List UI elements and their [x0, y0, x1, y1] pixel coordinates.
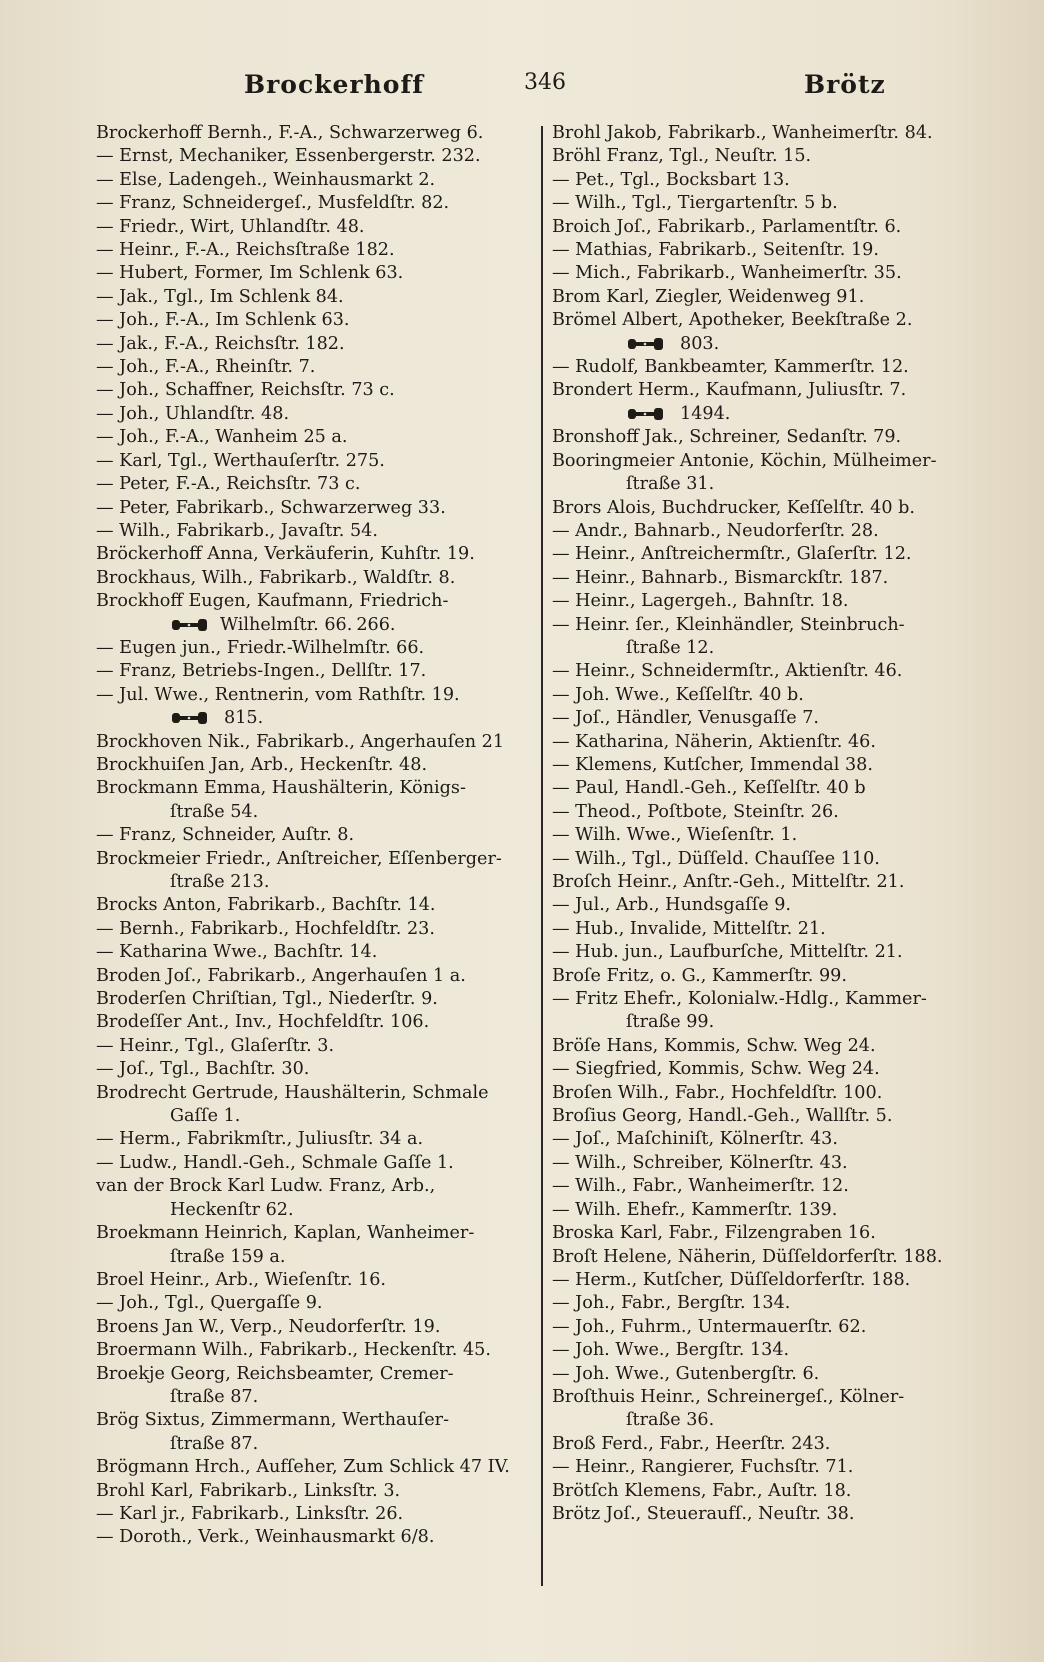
- entry-text: — Joh., F.-A., Im Schlenk 63.: [96, 310, 350, 331]
- entry-text: — Heinr., Schneidermſtr., Aktienſtr. 46.: [552, 661, 903, 682]
- directory-entry: [552, 356, 982, 379]
- directory-entry: [552, 871, 982, 894]
- directory-entry: [552, 731, 982, 754]
- directory-entry: [552, 1363, 982, 1386]
- entry-text: Brömel Albert, Apotheker, Beekſtraße 2.: [552, 310, 913, 331]
- entry-continuation: [96, 1246, 526, 1269]
- directory-entry: [552, 1503, 982, 1526]
- entry-text: — Joh., F.-A., Rheinſtr. 7.: [96, 357, 316, 378]
- directory-entry: [552, 1199, 982, 1222]
- directory-entry: [552, 379, 982, 402]
- entry-text: Broel Heinr., Arb., Wieſenſtr. 16.: [96, 1269, 386, 1290]
- entry-continuation: [96, 1199, 526, 1222]
- entry-text: — Wilh. Ehefr., Kammerſtr. 139.: [552, 1199, 838, 1220]
- entry-text: Brors Alois, Buchdrucker, Keſſelſtr. 40 b.: [552, 497, 915, 518]
- entry-text: Brockmeier Friedr., Anſtreicher, Eſſenberger-: [96, 848, 502, 869]
- telephone-icon: [626, 335, 666, 353]
- directory-entry: [552, 590, 982, 613]
- entry-text: — Joh., F.-A., Wanheim 25 a.: [96, 427, 348, 448]
- phone-number: 266.: [356, 614, 396, 635]
- directory-entry: [96, 1128, 526, 1151]
- directory-entry: [552, 497, 982, 520]
- entry-text: — Jak., F.-A., Reichsſtr. 182.: [96, 333, 345, 354]
- directory-entry: [96, 286, 526, 309]
- directory-entry: [552, 122, 982, 145]
- entry-text: — Doroth., Verk., Weinhausmarkt 6/8.: [96, 1527, 435, 1548]
- entry-text: Bronshoff Jak., Schreiner, Sedanſtr. 79.: [552, 427, 902, 448]
- directory-entry: [96, 309, 526, 332]
- directory-entry: [552, 192, 982, 215]
- directory-entry: [552, 1246, 982, 1269]
- entry-text: Brockerhoff Bernh., F.-A., Schwarzerweg 6.: [96, 123, 484, 143]
- directory-entry: [552, 1480, 982, 1503]
- entry-text: Broden Joſ., Fabrikarb., Angerhauſen 1 a.: [96, 965, 466, 986]
- directory-entry: [96, 1222, 526, 1245]
- entry-text: van der Brock Karl Ludw. Franz, Arb.,: [96, 1176, 436, 1197]
- entry-text: Broderſen Chriſtian, Tgl., Niederſtr. 9.: [96, 989, 438, 1010]
- directory-entry: [552, 707, 982, 730]
- entry-text: Broſt Helene, Näherin, Düſſeldorferſtr. 188.: [552, 1246, 943, 1267]
- directory-entry: [96, 918, 526, 941]
- directory-entry: [96, 1339, 526, 1362]
- entry-text: — Pet., Tgl., Bocksbart 13.: [552, 169, 790, 190]
- directory-entry: [96, 356, 526, 379]
- entry-text: Broß Ferd., Fabr., Heerſtr. 243.: [552, 1433, 831, 1454]
- directory-entry: [96, 426, 526, 449]
- directory-entry: [96, 1292, 526, 1315]
- entry-text: — Bernh., Fabrikarb., Hochfeldſtr. 23.: [96, 918, 435, 939]
- page-header: [96, 70, 976, 104]
- directory-entry: [552, 216, 982, 239]
- entry-text: Brockhoven Nik., Fabrikarb., Angerhauſen 21: [96, 731, 505, 752]
- directory-entry: [552, 1269, 982, 1292]
- directory-entry: [552, 777, 982, 800]
- directory-entry: [552, 824, 982, 847]
- page-number: 346: [524, 70, 566, 95]
- entry-text: Brög Sixtus, Zimmermann, Werthauſer-: [96, 1410, 450, 1431]
- entry-text: — Klemens, Kutſcher, Immendal 38.: [552, 754, 873, 775]
- entry-text: — Hubert, Former, Im Schlenk 63.: [96, 263, 404, 284]
- entry-text: Brohl Karl, Fabrikarb., Linksſtr. 3.: [96, 1480, 401, 1501]
- entry-text: — Hub. jun., Laufburſche, Mittelſtr. 21.: [552, 942, 903, 963]
- directory-entry: [96, 824, 526, 847]
- entry-continuation: [552, 403, 982, 426]
- directory-entry: [552, 1456, 982, 1479]
- directory-entry: [552, 1152, 982, 1175]
- directory-entry: [96, 941, 526, 964]
- directory-entry: [96, 169, 526, 192]
- entry-text: Bröſe Hans, Kommis, Schw. Weg 24.: [552, 1035, 876, 1056]
- directory-entry: [552, 426, 982, 449]
- directory-entry: [96, 1269, 526, 1292]
- entry-text: — Wilh., Tgl., Tiergartenſtr. 5 b.: [552, 193, 838, 214]
- entry-text: Broekmann Heinrich, Kaplan, Wanheimer-: [96, 1223, 475, 1244]
- entry-text: — Wilh., Schreiber, Kölnerſtr. 43.: [552, 1152, 848, 1173]
- telephone-icon: [170, 616, 210, 634]
- directory-entry: [96, 1503, 526, 1526]
- directory-entry: [552, 684, 982, 707]
- directory-entry: [552, 1292, 982, 1315]
- column-divider: [541, 126, 543, 1586]
- entry-text: — Karl, Tgl., Werthauſerſtr. 275.: [96, 450, 385, 471]
- entry-text: Broſch Heinr., Anſtr.-Geh., Mittelſtr. 21.: [552, 872, 905, 892]
- entry-text: — Wilh., Tgl., Düſſeld. Chauſſee 110.: [552, 848, 880, 869]
- entry-text: — Friedr., Wirt, Uhlandſtr. 48.: [96, 216, 365, 237]
- directory-entry: [96, 145, 526, 168]
- entry-text: — Joh., Fuhrm., Untermauerſtr. 62.: [552, 1316, 867, 1337]
- entry-text: — Katharina, Näherin, Aktienſtr. 46.: [552, 731, 876, 752]
- entry-continuation: [552, 473, 982, 496]
- entry-text: — Joſ., Maſchiniſt, Kölnerſtr. 43.: [552, 1129, 838, 1150]
- entry-text: ſtraße 159 a.: [170, 1246, 286, 1267]
- directory-entry: [552, 660, 982, 683]
- left-column: [96, 122, 526, 1550]
- entry-continuation: [96, 1105, 526, 1128]
- directory-entry: [96, 216, 526, 239]
- directory-entry: [552, 1035, 982, 1058]
- entry-text: Brötz Joſ., Steueraufſ., Neuſtr. 38.: [552, 1503, 855, 1524]
- directory-entry: [96, 333, 526, 356]
- entry-text: Brögmann Hrch., Aufſeher, Zum Schlick 47 IV.: [96, 1457, 510, 1478]
- entry-continuation: [96, 1386, 526, 1409]
- directory-entry: [96, 988, 526, 1011]
- entry-continuation: [96, 871, 526, 894]
- phone-number: 1494.: [680, 403, 731, 424]
- directory-entry: [552, 239, 982, 262]
- entry-text: — Herm., Kutſcher, Düſſeldorferſtr. 188.: [552, 1269, 911, 1290]
- entry-text: — Theod., Poſtbote, Steinſtr. 26.: [552, 801, 839, 822]
- entry-text: — Franz, Schneidergeſ., Musfeldſtr. 82.: [96, 193, 450, 214]
- entry-text: — Joh., Tgl., Quergaſſe 9.: [96, 1293, 323, 1314]
- entry-text: Brodrecht Gertrude, Haushälterin, Schmale: [96, 1082, 489, 1103]
- entry-text: — Heinr., F.-A., Reichsſtraße 182.: [96, 240, 395, 261]
- directory-entry: [96, 1363, 526, 1386]
- directory-entry: [552, 520, 982, 543]
- entry-text: ſtraße 87.: [170, 1386, 259, 1407]
- entry-text: Broſe Fritz, o. G., Kammerſtr. 99.: [552, 965, 847, 986]
- directory-entry: [96, 894, 526, 917]
- directory-entry: [552, 941, 982, 964]
- entry-text: — Franz, Betriebs-Ingen., Dellſtr. 17.: [96, 661, 427, 682]
- directory-entry: [96, 1456, 526, 1479]
- entry-text: — Peter, Fabrikarb., Schwarzerweg 33.: [96, 497, 446, 518]
- entry-text: Broſen Wilh., Fabr., Hochfeldſtr. 100.: [552, 1082, 883, 1103]
- directory-entry: [96, 1480, 526, 1503]
- entry-text: — Else, Ladengeh., Weinhausmarkt 2.: [96, 169, 436, 190]
- entry-text: — Fritz Ehefr., Kolonialw.-Hdlg., Kammer-: [552, 989, 927, 1010]
- directory-entry: [96, 239, 526, 262]
- entry-text: Brötſch Klemens, Fabr., Auſtr. 18.: [552, 1480, 852, 1501]
- entry-text: Broſius Georg, Handl.-Geh., Wallſtr. 5.: [552, 1106, 893, 1127]
- entry-text: Heckenſtr 62.: [170, 1199, 294, 1220]
- entry-text: Bröckerhoff Anna, Verkäuferin, Kuhſtr. 19.: [96, 544, 475, 565]
- directory-entry: [552, 614, 982, 637]
- directory-entry: [552, 801, 982, 824]
- directory-entry: [552, 1386, 982, 1409]
- directory-entry: [96, 1316, 526, 1339]
- entry-text: — Wilh., Fabrikarb., Javaſtr. 54.: [96, 520, 378, 541]
- directory-entry: [552, 988, 982, 1011]
- directory-entry: [552, 1175, 982, 1198]
- entry-text: — Franz, Schneider, Auſtr. 8.: [96, 825, 355, 846]
- directory-entry: [552, 1222, 982, 1245]
- entry-text: Broekje Georg, Reichsbeamter, Cremer-: [96, 1363, 454, 1384]
- directory-entry: [96, 122, 526, 145]
- directory-entry: [552, 754, 982, 777]
- directory-entry: [96, 848, 526, 871]
- directory-entry: [96, 1152, 526, 1175]
- entry-text: Booringmeier Antonie, Köchin, Mülheimer-: [552, 450, 937, 471]
- directory-entry: [552, 169, 982, 192]
- directory-entry: [552, 918, 982, 941]
- header-right-keyword: Brötz: [804, 70, 886, 99]
- entry-continuation: [96, 707, 526, 730]
- entry-text: — Peter, F.-A., Reichsſtr. 73 c.: [96, 474, 361, 495]
- directory-entry: [96, 1011, 526, 1034]
- telephone-icon: [170, 709, 210, 727]
- entry-text: Brodeſſer Ant., Inv., Hochfeldſtr. 106.: [96, 1012, 430, 1033]
- entry-text: — Mathias, Fabrikarb., Seitenſtr. 19.: [552, 240, 879, 261]
- directory-entry: [552, 965, 982, 988]
- directory-entry: [552, 1433, 982, 1456]
- directory-entry: [96, 1526, 526, 1549]
- directory-entry: [96, 754, 526, 777]
- entry-continuation: [552, 637, 982, 660]
- entry-continuation: [96, 614, 526, 637]
- entry-text: Brockhaus, Wilh., Fabrikarb., Waldſtr. 8.: [96, 567, 456, 588]
- directory-entry: [552, 1082, 982, 1105]
- entry-text: Brockhoff Eugen, Kaufmann, Friedrich-: [96, 591, 449, 612]
- entry-text: Brondert Herm., Kaufmann, Juliusſtr. 7.: [552, 380, 907, 401]
- entry-text: Broermann Wilh., Fabrikarb., Heckenſtr. 45.: [96, 1340, 491, 1361]
- directory-entry: [96, 660, 526, 683]
- entry-text: ſtraße 36.: [626, 1410, 715, 1431]
- directory-entry: [96, 403, 526, 426]
- directory-entry: [96, 520, 526, 543]
- entry-text: Brockhuiſen Jan, Arb., Heckenſtr. 48.: [96, 754, 428, 775]
- entry-text: — Wilh. Wwe., Wieſenſtr. 1.: [552, 825, 798, 846]
- directory-entry: [552, 567, 982, 590]
- directory-entry: [96, 1058, 526, 1081]
- directory-entry: [96, 473, 526, 496]
- entry-text: — Joh. Wwe., Gutenbergſtr. 6.: [552, 1363, 820, 1384]
- entry-continuation: [96, 1433, 526, 1456]
- entry-text: Brocks Anton, Fabrikarb., Bachſtr. 14.: [96, 895, 436, 916]
- directory-entry: [552, 1316, 982, 1339]
- entry-text: — Joh. Wwe., Bergſtr. 134.: [552, 1340, 790, 1361]
- entry-text: ſtraße 213.: [170, 872, 270, 892]
- entry-text: — Jul., Arb., Hundsgaſſe 9.: [552, 895, 791, 916]
- directory-entry: [96, 379, 526, 402]
- directory-entry: [552, 286, 982, 309]
- telephone-icon: [626, 405, 666, 423]
- directory-entry: [552, 262, 982, 285]
- entry-text: Bröhl Franz, Tgl., Neuſtr. 15.: [552, 146, 812, 167]
- directory-entry: [552, 894, 982, 917]
- directory-entry: [552, 309, 982, 332]
- entry-text: Broens Jan W., Verp., Neudorferſtr. 19.: [96, 1316, 441, 1337]
- entry-text: Brohl Jakob, Fabrikarb., Wanheimerſtr. 84.: [552, 123, 933, 143]
- entry-text: Gaſſe 1.: [170, 1106, 241, 1127]
- directory-entry: [552, 543, 982, 566]
- directory-entry: [96, 684, 526, 707]
- entry-text: — Heinr., Bahnarb., Bismarckſtr. 187.: [552, 567, 889, 588]
- entry-continuation: [552, 1409, 982, 1432]
- entry-text: — Siegfried, Kommis, Schw. Weg 24.: [552, 1059, 880, 1080]
- entry-text: Brockmann Emma, Haushälterin, Königs-: [96, 778, 466, 799]
- directory-entry: [96, 637, 526, 660]
- directory-entry: [96, 262, 526, 285]
- entry-text: — Ernst, Mechaniker, Essenbergerstr. 232.: [96, 146, 481, 167]
- directory-entry: [96, 590, 526, 613]
- right-column: [552, 122, 982, 1526]
- directory-entry: [96, 497, 526, 520]
- directory-entry: [552, 1339, 982, 1362]
- directory-entry: [96, 1409, 526, 1432]
- directory-entry: [96, 1082, 526, 1105]
- entry-text: Brom Karl, Ziegler, Weidenweg 91.: [552, 286, 865, 307]
- directory-entry: [96, 543, 526, 566]
- directory-entry: [96, 450, 526, 473]
- entry-text: ſtraße 99.: [626, 1012, 715, 1033]
- entry-text: — Wilh., Fabr., Wanheimerſtr. 12.: [552, 1176, 849, 1197]
- entry-text: — Rudolf, Bankbeamter, Kammerſtr. 12.: [552, 357, 909, 378]
- entry-text: — Jak., Tgl., Im Schlenk 84.: [96, 286, 344, 307]
- entry-text: ſtraße 87.: [170, 1433, 259, 1454]
- entry-continuation: [552, 1011, 982, 1034]
- entry-text: — Heinr., Anſtreichermſtr., Glaſerſtr. 12.: [552, 544, 912, 565]
- directory-entry: [552, 1128, 982, 1151]
- entry-text: — Heinr., Tgl., Glaſerſtr. 3.: [96, 1035, 335, 1056]
- directory-entry: [552, 848, 982, 871]
- entry-text: — Joh., Uhlandſtr. 48.: [96, 403, 290, 424]
- header-left-keyword: Brockerhoff: [244, 70, 424, 99]
- entry-text: ſtraße 12.: [626, 637, 715, 658]
- entry-text: — Katharina Wwe., Bachſtr. 14.: [96, 942, 378, 963]
- entry-text: — Joſ., Tgl., Bachſtr. 30.: [96, 1059, 310, 1080]
- directory-entry: [96, 192, 526, 215]
- directory-entry: [96, 567, 526, 590]
- entry-text: — Heinr., Lagergeh., Bahnſtr. 18.: [552, 591, 849, 612]
- entry-continuation: [96, 801, 526, 824]
- directory-entry: [96, 1175, 526, 1198]
- entry-text: — Karl jr., Fabrikarb., Linksſtr. 26.: [96, 1503, 404, 1524]
- directory-entry: [96, 731, 526, 754]
- entry-text: Wilhelmſtr. 66.: [220, 614, 353, 635]
- entry-text: — Heinr. ſer., Kleinhändler, Steinbruch-: [552, 614, 905, 635]
- entry-text: Broich Joſ., Fabrikarb., Parlamentſtr. 6.: [552, 216, 902, 237]
- directory-entry: [96, 1035, 526, 1058]
- directory-entry: [96, 965, 526, 988]
- entry-text: — Hub., Invalide, Mittelſtr. 21.: [552, 918, 826, 939]
- entry-text: — Jul. Wwe., Rentnerin, vom Rathſtr. 19.: [96, 684, 460, 705]
- entry-text: — Joſ., Händler, Venusgaſſe 7.: [552, 708, 820, 729]
- entry-continuation: [552, 333, 982, 356]
- entry-text: — Heinr., Rangierer, Fuchsſtr. 71.: [552, 1457, 854, 1478]
- entry-text: — Joh., Schaffner, Reichsſtr. 73 c.: [96, 380, 395, 401]
- phone-number: 803.: [680, 333, 720, 354]
- entry-text: — Joh. Wwe., Keſſelſtr. 40 b.: [552, 684, 804, 705]
- entry-text: ſtraße 31.: [626, 474, 715, 495]
- directory-entry: [96, 777, 526, 800]
- directory-entry: [552, 145, 982, 168]
- directory-entry: [552, 1105, 982, 1128]
- directory-entry: [552, 450, 982, 473]
- entry-text: Broska Karl, Fabr., Filzengraben 16.: [552, 1223, 876, 1244]
- entry-text: — Andr., Bahnarb., Neudorferſtr. 28.: [552, 520, 879, 541]
- entry-text: — Paul, Handl.-Geh., Keſſelſtr. 40 b: [552, 778, 866, 799]
- phone-number: 815.: [224, 708, 264, 729]
- entry-text: — Mich., Fabrikarb., Wanheimerſtr. 35.: [552, 263, 902, 284]
- entry-text: — Joh., Fabr., Bergſtr. 134.: [552, 1293, 791, 1314]
- directory-entry: [552, 1058, 982, 1081]
- entry-text: — Herm., Fabrikmſtr., Juliusſtr. 34 a.: [96, 1129, 424, 1150]
- entry-text: Broſthuis Heinr., Schreinergeſ., Kölner-: [552, 1386, 905, 1407]
- entry-text: — Ludw., Handl.-Geh., Schmale Gaſſe 1.: [96, 1152, 454, 1173]
- entry-text: — Eugen jun., Friedr.-Wilhelmſtr. 66.: [96, 637, 425, 658]
- entry-text: ſtraße 54.: [170, 801, 259, 822]
